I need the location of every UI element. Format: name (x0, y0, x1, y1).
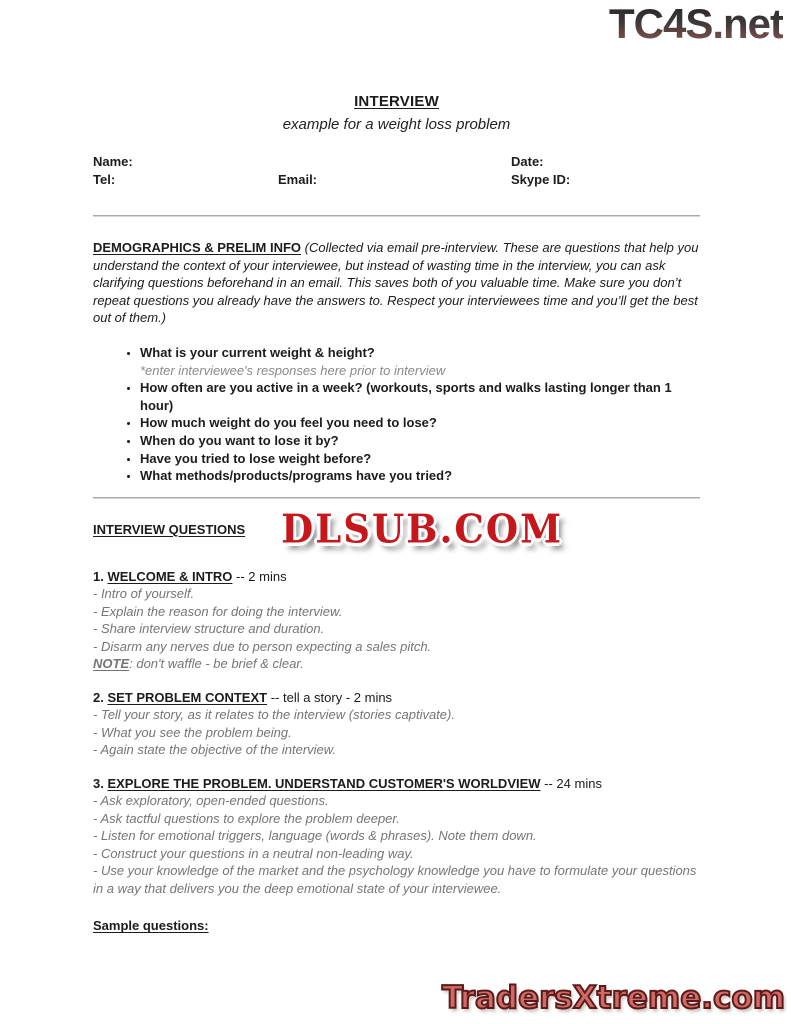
section-line: - Disarm any nerves due to person expecting a sales pitch. (93, 638, 432, 654)
bullet-item (140, 344, 700, 379)
bullet-item (140, 450, 700, 468)
bullet-note: *enter interviewee's responses here prior to interview (140, 362, 446, 378)
section-duration: -- tell a story - 2 mins (267, 689, 393, 705)
bullet-item (140, 432, 700, 450)
note-label: NOTE (93, 656, 130, 672)
section-title: WELCOME & INTRO (107, 568, 233, 584)
section-problem-context (93, 689, 700, 759)
bullet-text: How often are you active in a week? (workouts, sports and walks lasting longer than 1 hour) (140, 380, 672, 413)
section-note (93, 655, 700, 673)
bullet-text: What is your current weight & height? (140, 344, 375, 360)
section-line: - Tell your story, as it relates to the interview (stories captivate). (93, 707, 455, 723)
date-label: Date: (511, 154, 544, 169)
section-divider (93, 497, 700, 499)
name-label: Name: (93, 154, 133, 169)
interview-questions-heading: INTERVIEW QUESTIONS (93, 521, 246, 537)
section-heading (93, 689, 700, 707)
sample-questions-heading: Sample questions: (93, 918, 209, 934)
section-number: 2. (93, 689, 108, 705)
section-line: - Explain the reason for doing the interview. (93, 603, 343, 619)
dlsub-watermark-logo: DLSUB.COM (281, 506, 564, 553)
section-line: - Share interview structure and duration. (93, 621, 325, 637)
bullet-item (140, 379, 700, 414)
document-content (93, 0, 700, 933)
page-subtitle: example for a weight loss problem (282, 116, 511, 133)
section-line: - Ask exploratory, open-ended questions. (93, 793, 329, 809)
section-line: - Construct your questions in a neutral non-leading way. (93, 845, 414, 861)
section-heading (93, 775, 700, 793)
section-duration: -- 2 mins (232, 568, 287, 584)
page-title: INTERVIEW (354, 93, 439, 110)
email-label: Email: (278, 172, 318, 187)
section-number: 1. (93, 568, 108, 584)
bullet-text: How much weight do you feel you need to lose? (140, 415, 437, 431)
section-duration: -- 24 mins (540, 775, 602, 791)
section-title: SET PROBLEM CONTEXT (107, 689, 268, 705)
bullet-text: What methods/products/programs have you tried? (140, 468, 453, 484)
section-line: - Listen for emotional triggers, language (words & phrases). Note them down. (93, 828, 537, 844)
section-title: EXPLORE THE PROBLEM. UNDERSTAND CUSTOMER'S WORLDVIEW (107, 775, 541, 791)
tc4s-watermark-logo: TC4S.net (608, 0, 783, 47)
section-line: - What you see the problem being. (93, 724, 292, 740)
demographics-body: (Collected via email pre-interview. These are questions that help you understand the context of your interviewee, but instead of wasting time in the interview, you can ask clarifying questions beforehand in an email. This saves both of you valuable time. Make sure you don’t repeat questions you already have the answers to. Respect your interviewees time and you’ll get the best out of them.) (93, 240, 699, 326)
note-text: : don't waffle - be brief & clear. (129, 656, 304, 672)
section-line: - Use your knowledge of the market and the psychology knowledge you have to formulate your questions in a way that delivers you the deep emotional state of your interviewee. (93, 863, 697, 896)
section-line: - Intro of yourself. (93, 586, 195, 602)
contact-form (93, 155, 700, 187)
prelim-question-list (93, 344, 700, 485)
tradersxtreme-watermark-logo: TradersXtreme.com (441, 980, 785, 1016)
bullet-item (140, 467, 700, 485)
bullet-item (140, 414, 700, 432)
form-spacer (278, 155, 511, 169)
interview-questions-row (93, 507, 700, 552)
section-line: - Again state the objective of the interview. (93, 742, 337, 758)
title-block (93, 93, 700, 133)
section-welcome-intro (93, 568, 700, 673)
section-divider (93, 215, 700, 217)
demographics-heading: DEMOGRAPHICS & PRELIM INFO (93, 240, 302, 255)
tel-label: Tel: (93, 172, 116, 187)
bullet-text: When do you want to lose it by? (140, 432, 339, 448)
demographics-paragraph (93, 239, 700, 327)
section-number: 3. (93, 775, 108, 791)
section-explore-problem (93, 775, 700, 898)
bullet-text: Have you tried to lose weight before? (140, 450, 372, 466)
skype-label: Skype ID: (511, 172, 571, 187)
section-line: - Ask tactful questions to explore the problem deeper. (93, 810, 400, 826)
section-heading (93, 568, 700, 586)
